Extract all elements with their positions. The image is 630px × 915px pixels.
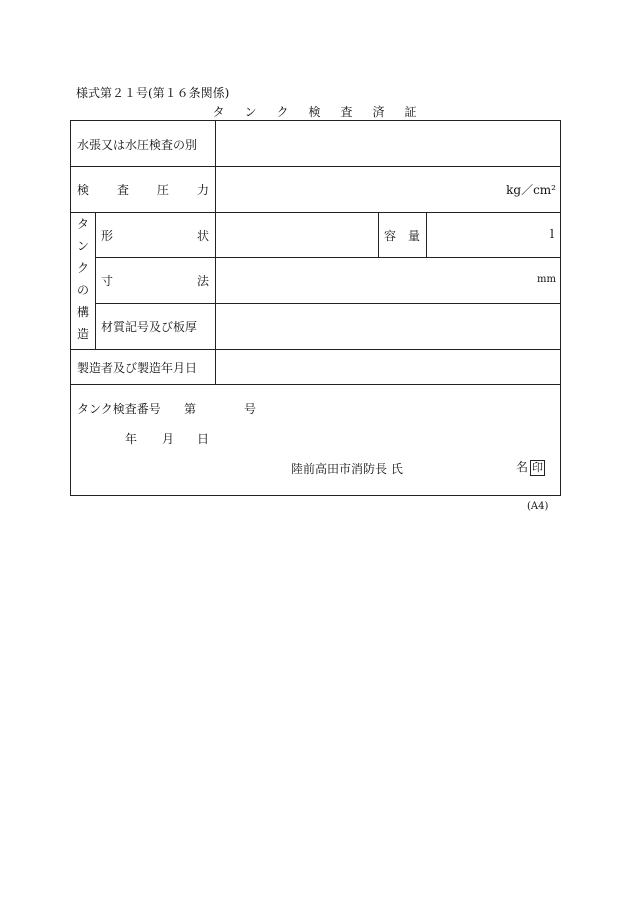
title-char: ク xyxy=(276,105,291,119)
pressure-unit: kg／cm² xyxy=(506,183,556,197)
title-char: 査 xyxy=(340,105,355,119)
capacity-unit: l xyxy=(550,227,554,241)
label-char: 査 xyxy=(116,183,129,197)
structure-group-char: タ xyxy=(76,217,89,231)
seal-stamp: 印 xyxy=(532,461,544,474)
label-char: 圧 xyxy=(156,183,169,197)
structure-group-char: 造 xyxy=(76,327,89,341)
capacity-label xyxy=(384,227,420,244)
date-day-label: 日 xyxy=(197,432,210,446)
authority-name: 陸前高田市消防長 氏 xyxy=(291,462,403,476)
test-type-value[interactable] xyxy=(216,122,559,166)
pressure-label xyxy=(77,181,209,198)
title-char: ン xyxy=(244,105,259,119)
name-label: 名 xyxy=(516,460,529,474)
label-char: 量 xyxy=(407,229,420,243)
date-month-label: 月 xyxy=(162,432,175,446)
material-label: 材質記号及び板厚 xyxy=(101,320,198,334)
structure-group-char: の xyxy=(76,283,89,297)
test-type-label: 水張又は水圧検査の別 xyxy=(77,138,198,152)
label-char: 状 xyxy=(196,229,209,243)
title-char: 証 xyxy=(404,105,419,119)
paper-size-label: (A4) xyxy=(527,501,549,512)
label-char: 検 xyxy=(77,183,90,197)
structure-group-char: ク xyxy=(76,261,89,275)
label-char: 寸 xyxy=(101,274,114,288)
maker-label: 製造者及び製造年月日 xyxy=(77,361,198,375)
label-char: 法 xyxy=(196,274,209,288)
shape-label xyxy=(101,227,209,244)
structure-group-char: ン xyxy=(76,239,89,253)
dimension-label xyxy=(101,272,209,289)
label-char: 容 xyxy=(384,229,397,243)
inspection-number-label: タンク検査番号 xyxy=(77,402,161,416)
number-suffix: 号 xyxy=(244,402,257,416)
structure-group-char: 構 xyxy=(76,305,89,319)
document-title xyxy=(70,103,561,120)
label-char: 力 xyxy=(196,183,209,197)
label-char: 形 xyxy=(101,229,114,243)
certificate-table xyxy=(70,120,561,496)
number-prefix: 第 xyxy=(184,402,197,416)
title-char: タ xyxy=(212,105,227,119)
date-year-label: 年 xyxy=(125,432,138,446)
title-char: 検 xyxy=(308,105,323,119)
signature-area xyxy=(516,458,545,476)
title-char: 済 xyxy=(372,105,387,119)
dimension-unit: mm xyxy=(537,274,556,285)
form-number-label: 様式第２１号(第１６条関係) xyxy=(76,86,230,100)
